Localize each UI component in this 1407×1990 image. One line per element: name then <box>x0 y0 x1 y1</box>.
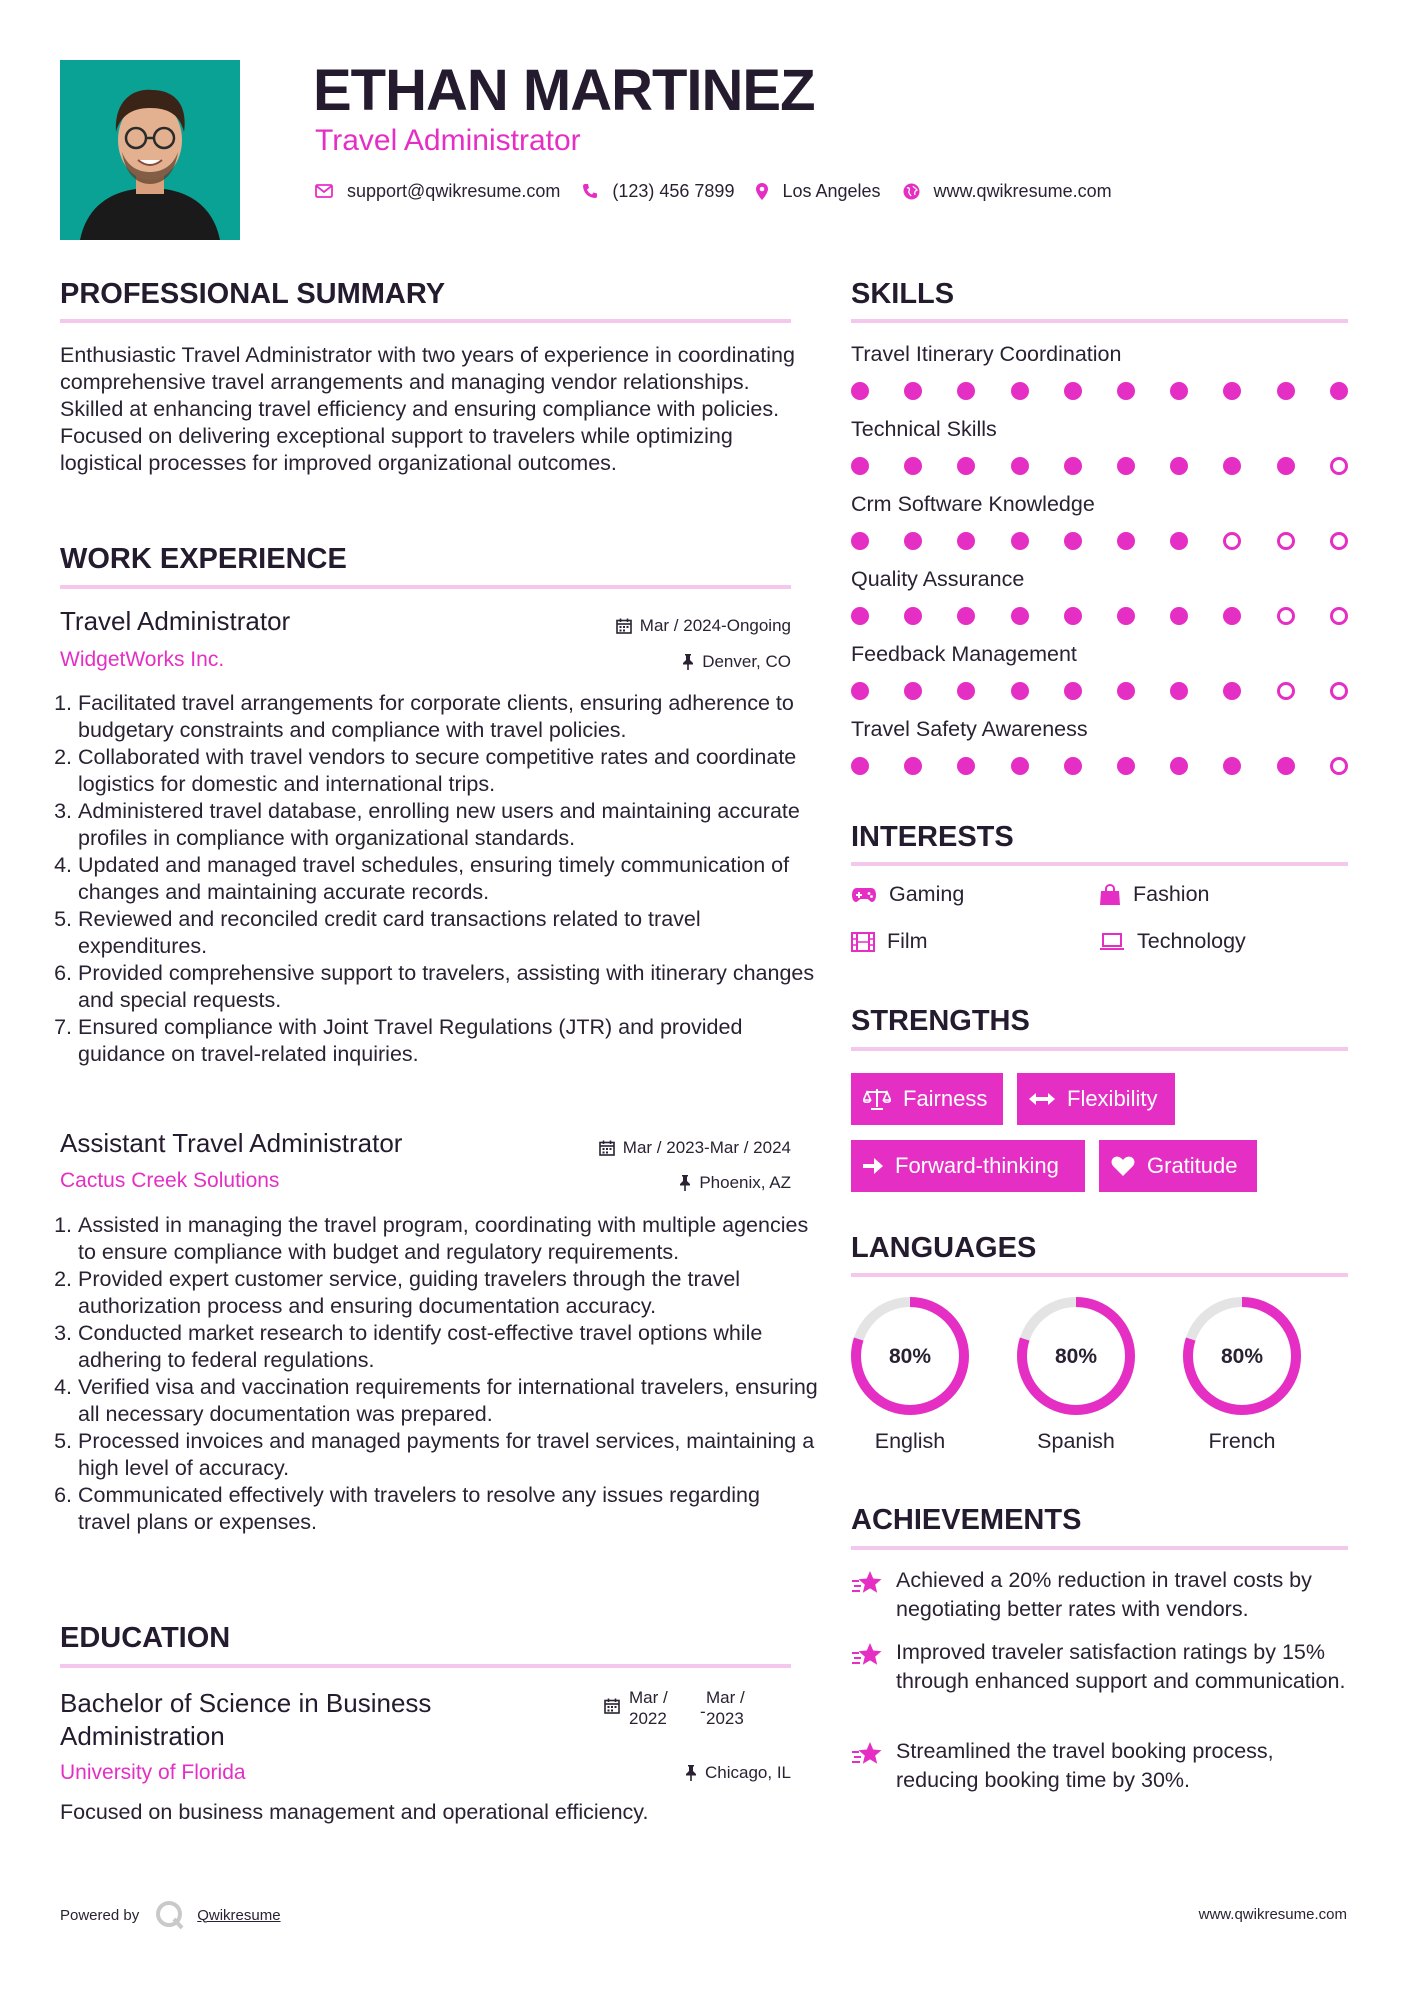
rating-dot-filled <box>1223 757 1241 775</box>
interest-label: Fashion <box>1133 882 1210 906</box>
pushpin-icon <box>679 1175 691 1191</box>
skill-name: Technical Skills <box>851 417 997 441</box>
rating-dot-filled <box>1170 682 1188 700</box>
gauge-percent: 80% <box>888 1345 932 1368</box>
rating-dot-empty <box>1277 682 1295 700</box>
list-item: 6. Provided comprehensive support to travelers, assisting with itinerary changes and special requests. <box>78 960 818 1014</box>
language-gauge <box>1014 1294 1138 1418</box>
rating-dot-filled <box>1170 532 1188 550</box>
envelope-icon <box>315 184 333 198</box>
rating-dot-filled <box>1277 757 1295 775</box>
powered-by-text: Powered by <box>60 1906 140 1924</box>
achievement-item <box>851 1638 1361 1696</box>
rating-dot-filled <box>957 682 975 700</box>
list-item: 5. Reviewed and reconciled credit card transactions related to travel expenditures. <box>78 906 818 960</box>
languages-divider <box>851 1273 1348 1277</box>
rating-dot-filled <box>904 682 922 700</box>
date-separator: - <box>700 1702 706 1721</box>
rating-dot-filled <box>904 457 922 475</box>
rating-dot-filled <box>1330 382 1348 400</box>
skills-divider <box>851 319 1348 323</box>
education-dates <box>602 1688 792 1732</box>
education-divider <box>60 1664 791 1668</box>
summary-heading: PROFESSIONAL SUMMARY <box>60 278 446 310</box>
strength-badge <box>1017 1073 1175 1125</box>
education-location <box>685 1763 791 1783</box>
rating-dot-filled <box>957 757 975 775</box>
list-item: 3. Administered travel database, enrolling new users and maintaining accurate profiles in compliance with organizational standards. <box>78 798 818 852</box>
shopping-bag-icon <box>1099 884 1121 906</box>
heart-icon <box>1111 1156 1135 1176</box>
strength-badge <box>851 1073 1003 1125</box>
summary-text: Enthusiastic Travel Administrator with two years of experience in coordinating comprehensive travel arrangements and managing vendor relationships. Skilled at enhancing travel efficiency and ensuring compliance with policies. Focused on delivering exceptional support to travelers while optimizing logistical processes for improved organizational outcomes. <box>60 343 795 475</box>
job-dates-text: Mar / 2024-Ongoing <box>639 616 791 635</box>
list-item: 7. Ensured compliance with Joint Travel Regulations (JTR) and provided guidance on travel-related inquiries. <box>78 1014 818 1068</box>
interests-divider <box>851 862 1348 866</box>
language-gauge <box>1180 1294 1304 1418</box>
rating-dot-empty <box>1330 607 1348 625</box>
experience-heading: WORK EXPERIENCE <box>60 543 347 575</box>
rating-dot-filled <box>957 382 975 400</box>
job-dates <box>616 616 791 636</box>
list-item: 4. Verified visa and vaccination requirements for international travelers, ensuring all necessary documentation was prepared. <box>78 1374 818 1428</box>
rating-dot-filled <box>904 757 922 775</box>
achievement-text: Achieved a 20% reduction in travel costs by negotiating better rates with vendors. <box>896 1568 1312 1621</box>
rating-dot-filled <box>1223 682 1241 700</box>
rating-dot-empty <box>1330 532 1348 550</box>
strength-label: Flexibility <box>1067 1086 1158 1111</box>
strength-label: Gratitude <box>1147 1153 1238 1178</box>
rating-dot-filled <box>851 607 869 625</box>
achievement-item <box>851 1566 1361 1624</box>
school-name: University of Florida <box>60 1761 246 1784</box>
rating-dot-filled <box>904 532 922 550</box>
rating-dot-filled <box>957 457 975 475</box>
education-end-year: 2023 <box>706 1709 744 1728</box>
rating-dot-empty <box>1330 682 1348 700</box>
rating-dot-filled <box>957 607 975 625</box>
interest-label: Technology <box>1137 929 1246 953</box>
strengths-heading: STRENGTHS <box>851 1005 1030 1037</box>
rating-dot-empty <box>1223 532 1241 550</box>
skill-name: Feedback Management <box>851 642 1077 666</box>
calendar-icon <box>599 1140 615 1156</box>
education-description: Focused on business management and operational efficiency. <box>60 1800 649 1824</box>
globe-icon <box>903 183 920 200</box>
rating-dot-filled <box>1064 757 1082 775</box>
rating-dot-filled <box>1011 757 1029 775</box>
star-icon <box>851 1642 885 1668</box>
rating-dot-filled <box>851 532 869 550</box>
skill-rating <box>851 756 1348 776</box>
skill-rating <box>851 531 1348 551</box>
skills-heading: SKILLS <box>851 278 955 310</box>
skill-rating <box>851 681 1348 701</box>
rating-dot-filled <box>904 382 922 400</box>
rating-dot-filled <box>1117 457 1135 475</box>
job-location <box>679 1173 791 1193</box>
rating-dot-filled <box>1117 532 1135 550</box>
pushpin-icon <box>685 1765 697 1781</box>
list-item: 1. Facilitated travel arrangements for corporate clients, ensuring adherence to budgetary constraints and compliance with travel policies. <box>78 690 818 744</box>
interest-label: Gaming <box>889 882 965 906</box>
rating-dot-empty <box>1277 532 1295 550</box>
education-end-month: Mar / <box>706 1688 745 1707</box>
education-start-year: 2022 <box>629 1709 667 1728</box>
arrow-right-icon <box>863 1157 883 1175</box>
rating-dot-filled <box>1277 457 1295 475</box>
rating-dot-filled <box>1223 457 1241 475</box>
education-location-text: Chicago, IL <box>705 1763 791 1782</box>
contact-email[interactable]: support@qwikresume.com <box>347 180 561 201</box>
job-bullets <box>60 690 818 1068</box>
strength-label: Forward-thinking <box>895 1153 1059 1178</box>
rating-dot-filled <box>1170 757 1188 775</box>
job-bullets <box>60 1212 818 1536</box>
rating-dot-filled <box>1117 682 1135 700</box>
list-item: 2. Collaborated with travel vendors to secure competitive rates and coordinate logistics for domestic and international trips. <box>78 744 818 798</box>
rating-dot-filled <box>851 757 869 775</box>
map-pin-icon <box>756 183 768 200</box>
job-location-text: Denver, CO <box>702 652 791 671</box>
rating-dot-filled <box>904 607 922 625</box>
rating-dot-empty <box>1330 457 1348 475</box>
list-item: 6. Communicated effectively with travelers to resolve any issues regarding travel plans or expenses. <box>78 1482 818 1536</box>
star-icon <box>851 1570 885 1596</box>
rating-dot-filled <box>851 382 869 400</box>
rating-dot-filled <box>1117 607 1135 625</box>
footer-powered-by <box>60 1900 281 1930</box>
job-title: Assistant Travel Administrator <box>60 1128 403 1158</box>
list-item: 4. Updated and managed travel schedules, ensuring timely communication of changes and maintaining accurate records. <box>78 852 818 906</box>
language-name: English <box>874 1429 946 1453</box>
balance-scale-icon <box>863 1088 891 1110</box>
language-name: Spanish <box>1037 1429 1115 1453</box>
strength-badge <box>851 1140 1085 1192</box>
rating-dot-filled <box>1064 382 1082 400</box>
candidate-role: Travel Administrator <box>315 124 581 157</box>
film-icon <box>851 932 875 952</box>
list-item: 3. Conducted market research to identify cost-effective travel options while adhering to federal regulations. <box>78 1320 818 1374</box>
rating-dot-filled <box>1011 682 1029 700</box>
rating-dot-filled <box>1277 382 1295 400</box>
rating-dot-filled <box>1064 682 1082 700</box>
rating-dot-filled <box>1223 607 1241 625</box>
phone-icon <box>582 183 598 199</box>
interest-item <box>1099 929 1246 954</box>
skill-name: Quality Assurance <box>851 567 1025 591</box>
job-dates-text: Mar / 2023-Mar / 2024 <box>622 1138 791 1157</box>
interests-heading: INTERESTS <box>851 821 1014 853</box>
education-start-month: Mar / <box>629 1688 668 1707</box>
strengths-divider <box>851 1047 1348 1051</box>
skill-name: Travel Itinerary Coordination <box>851 342 1122 366</box>
achievement-text: Streamlined the travel booking process, reducing booking time by 30%. <box>896 1739 1274 1792</box>
rating-dot-filled <box>1170 457 1188 475</box>
job-title: Travel Administrator <box>60 606 291 636</box>
job-company: WidgetWorks Inc. <box>60 648 225 671</box>
job-company: Cactus Creek Solutions <box>60 1169 280 1192</box>
language-name: French <box>1208 1429 1276 1453</box>
rating-dot-filled <box>957 532 975 550</box>
languages-heading: LANGUAGES <box>851 1232 1037 1264</box>
skill-name: Crm Software Knowledge <box>851 492 1095 516</box>
list-item: 5. Processed invoices and managed payments for travel services, maintaining a high level of accuracy. <box>78 1428 818 1482</box>
contact-bar <box>315 178 1134 204</box>
skill-rating <box>851 456 1348 476</box>
rating-dot-filled <box>1117 757 1135 775</box>
skill-rating <box>851 381 1348 401</box>
gauge-percent: 80% <box>1220 1345 1264 1368</box>
rating-dot-filled <box>1011 607 1029 625</box>
degree-line-2: Administration <box>60 1721 225 1751</box>
gauge-percent: 80% <box>1054 1345 1098 1368</box>
profile-photo <box>60 60 240 240</box>
star-icon <box>851 1741 885 1767</box>
language-gauge <box>848 1294 972 1418</box>
rating-dot-filled <box>1064 607 1082 625</box>
rating-dot-empty <box>1277 607 1295 625</box>
interest-item <box>1099 882 1210 907</box>
degree-line-1: Bachelor of Science in Business <box>60 1688 432 1718</box>
rating-dot-filled <box>851 457 869 475</box>
pushpin-icon <box>682 654 694 670</box>
interest-item <box>851 882 964 907</box>
achievement-text: Improved traveler satisfaction ratings by 15% through enhanced support and communication. <box>896 1640 1346 1693</box>
contact-website[interactable]: www.qwikresume.com <box>933 180 1112 201</box>
contact-phone[interactable]: (123) 456 7899 <box>612 180 735 201</box>
contact-location: Los Angeles <box>782 180 881 201</box>
strength-badge <box>1099 1140 1257 1192</box>
interest-item <box>851 929 928 954</box>
laptop-icon <box>1099 933 1125 951</box>
rating-dot-filled <box>1011 457 1029 475</box>
achievement-item <box>851 1737 1361 1795</box>
arrows-horizontal-icon <box>1029 1092 1055 1106</box>
footer-website[interactable]: www.qwikresume.com <box>1198 1906 1347 1923</box>
rating-dot-filled <box>851 682 869 700</box>
strength-label: Fairness <box>903 1086 988 1111</box>
list-item: 2. Provided expert customer service, guiding travelers through the travel authorization process and ensuring documentation accuracy. <box>78 1266 818 1320</box>
achievements-heading: ACHIEVEMENTS <box>851 1504 1082 1536</box>
rating-dot-filled <box>1011 382 1029 400</box>
footer-brand-link[interactable]: Qwikresume <box>197 1906 281 1924</box>
calendar-icon <box>616 618 632 634</box>
rating-dot-filled <box>1170 607 1188 625</box>
experience-divider <box>60 585 791 589</box>
skill-name: Travel Safety Awareness <box>851 717 1088 741</box>
job-location-text: Phoenix, AZ <box>699 1173 791 1192</box>
job-location <box>682 652 791 672</box>
candidate-name: ETHAN MARTINEZ <box>313 58 815 123</box>
skill-rating <box>851 606 1348 626</box>
rating-dot-filled <box>1064 532 1082 550</box>
interest-label: Film <box>887 929 928 953</box>
education-heading: EDUCATION <box>60 1622 231 1654</box>
rating-dot-filled <box>1223 382 1241 400</box>
rating-dot-filled <box>1064 457 1082 475</box>
rating-dot-empty <box>1330 757 1348 775</box>
job-dates <box>599 1138 791 1158</box>
qwikresume-logo-icon <box>155 1900 185 1930</box>
rating-dot-filled <box>1170 382 1188 400</box>
summary-divider <box>60 319 791 323</box>
list-item: 1. Assisted in managing the travel program, coordinating with multiple agencies to ensure compliance with budget and regulatory requirements. <box>78 1212 818 1266</box>
rating-dot-filled <box>1011 532 1029 550</box>
rating-dot-filled <box>1117 382 1135 400</box>
achievements-divider <box>851 1546 1348 1550</box>
gamepad-icon <box>851 887 877 903</box>
calendar-icon <box>604 1698 620 1714</box>
